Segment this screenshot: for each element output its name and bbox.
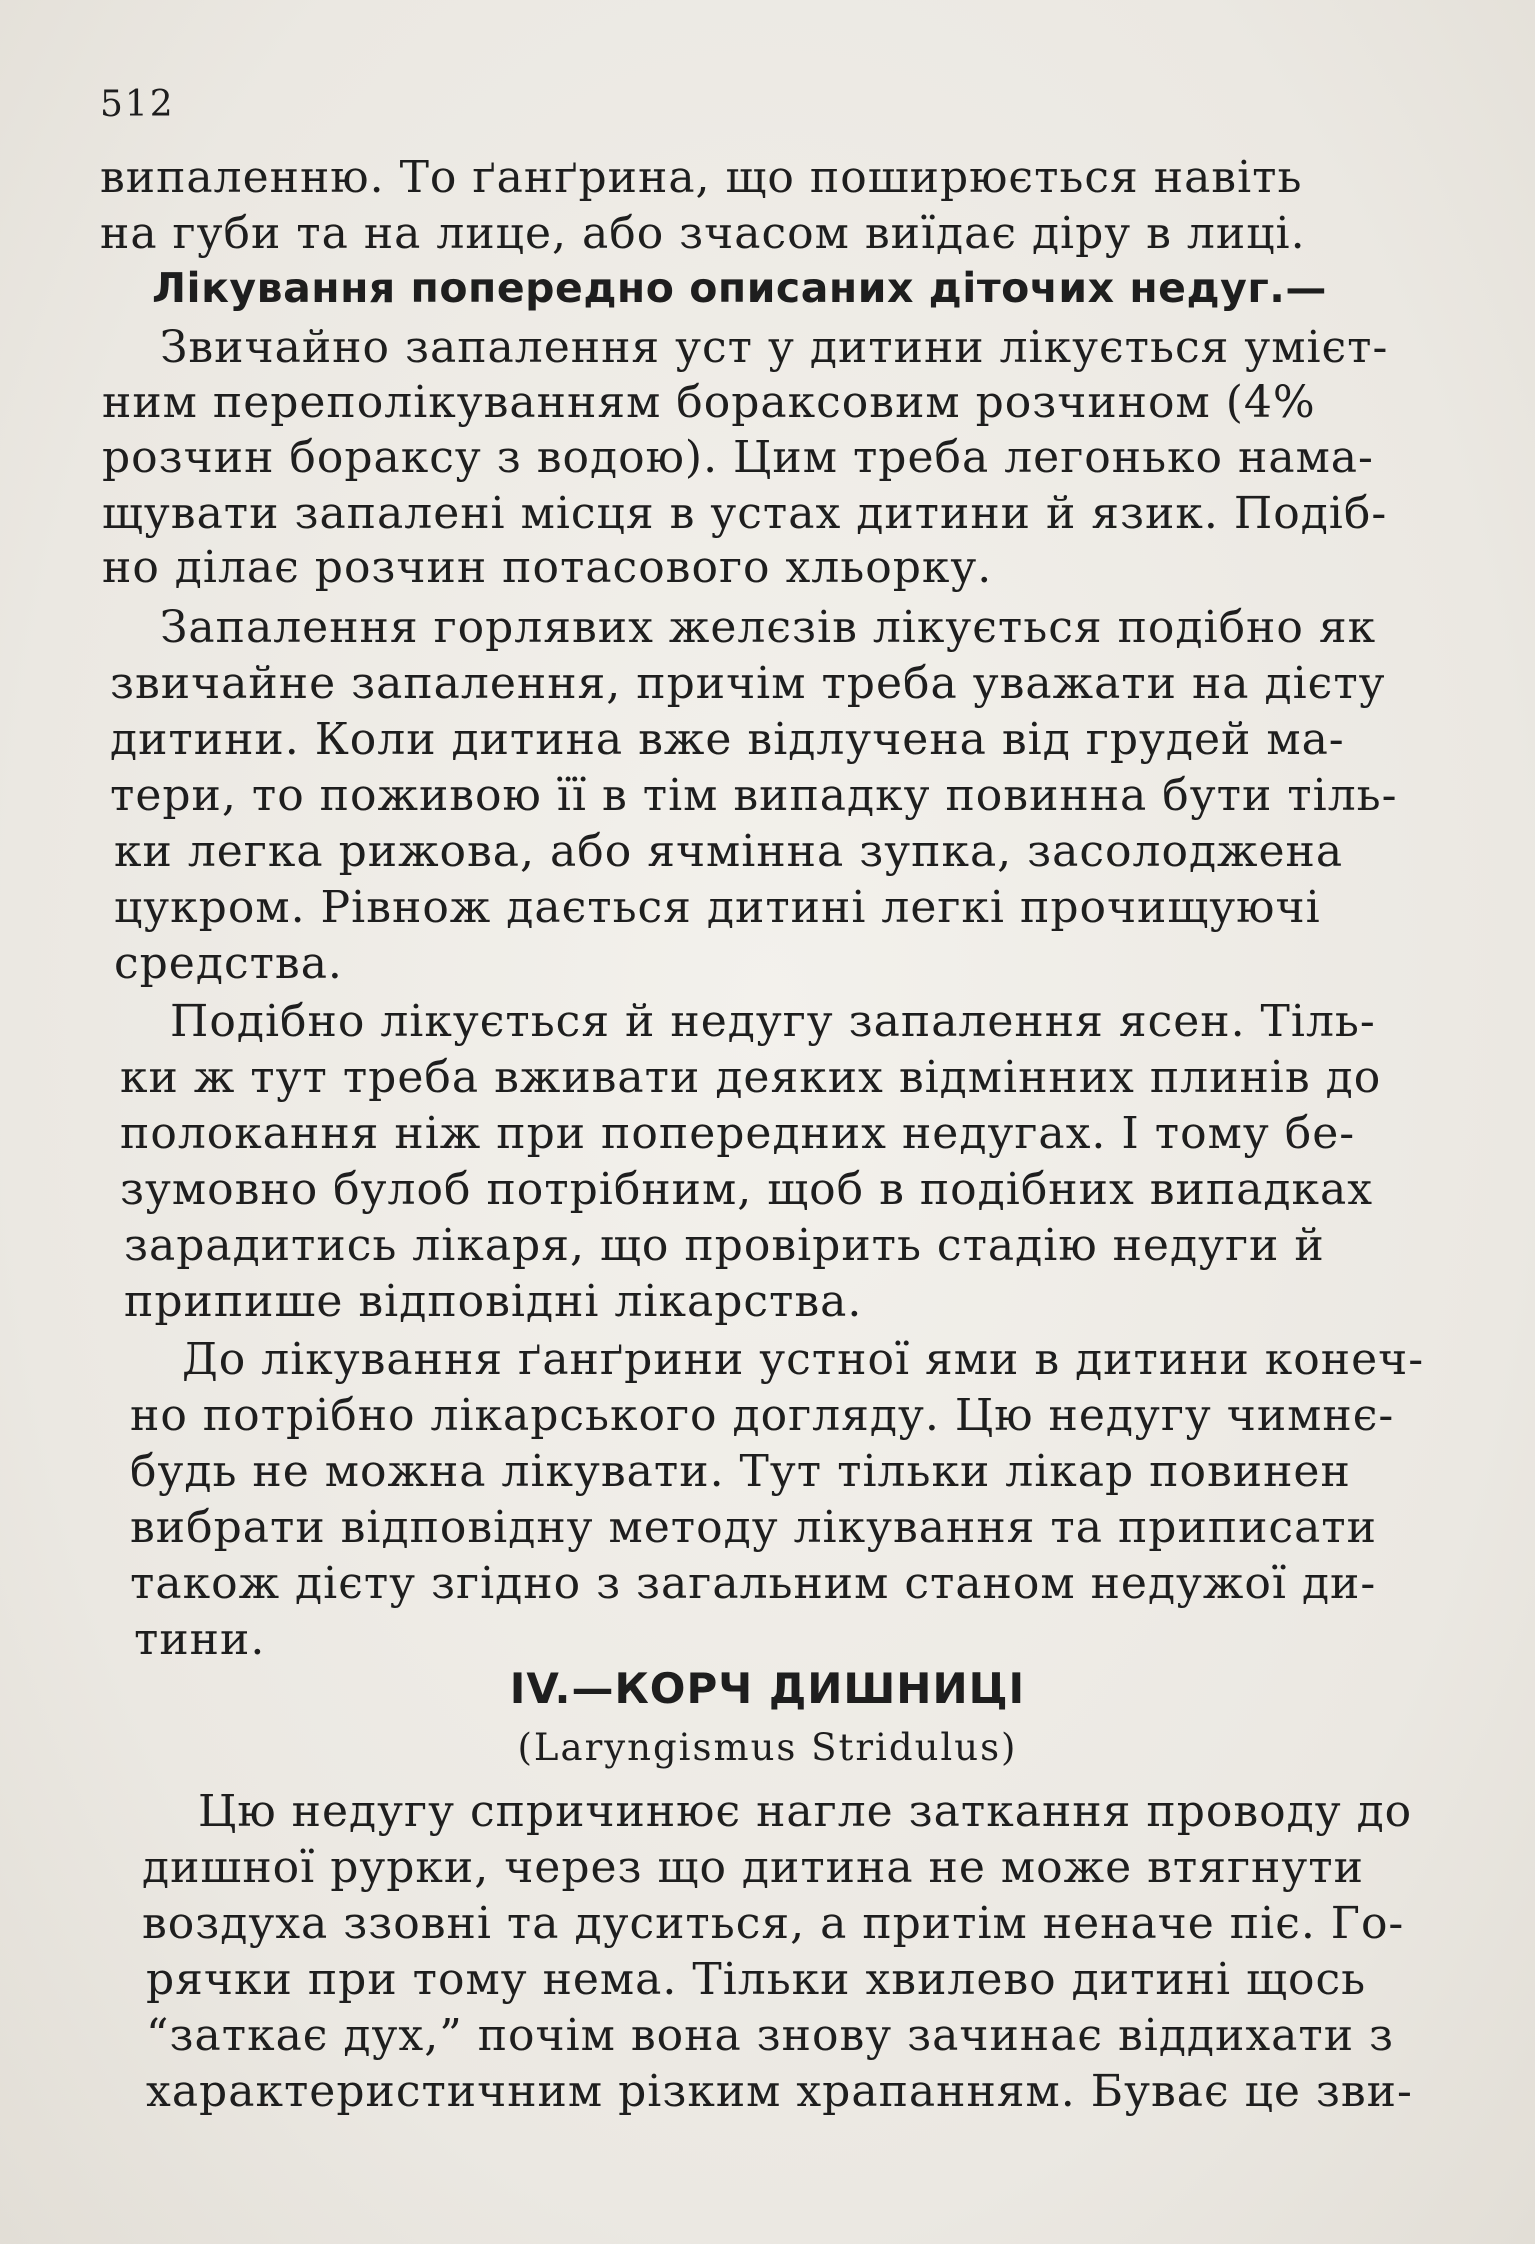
text-line: Цю недугу спричинює нагле заткання проводу до bbox=[198, 1786, 1413, 1837]
text-line: ки ж тут треба вживати деяких відмінних плинів до bbox=[120, 1052, 1382, 1103]
text-line: зумовно булоб потрібним, щоб в подібних випадках bbox=[120, 1164, 1374, 1215]
text-line: зарадитись лікаря, що провірить стадію недуги й bbox=[124, 1220, 1325, 1271]
text-line: будь не можна лікувати. Тут тільки лікар повинен bbox=[130, 1446, 1351, 1497]
text-line: тери, то поживою її в тім випадку повинна бути тіль- bbox=[110, 770, 1398, 821]
text-line: воздуха ззовні та дуситься, а притім неначе піє. Го- bbox=[142, 1898, 1405, 1949]
text-line: но потрібно лікарського догляду. Цю недугу чимнє- bbox=[130, 1390, 1395, 1441]
text-line: но ділає розчин потасового хльорку. bbox=[102, 542, 993, 593]
text-line: вибрати відповідну методу лікування та приписати bbox=[130, 1502, 1377, 1553]
text-line: тини. bbox=[134, 1614, 266, 1665]
page-number: 512 bbox=[100, 84, 175, 125]
text-line: щувати запалені місця в устах дитини й язик. Подіб- bbox=[102, 488, 1388, 539]
text-line: дитини. Коли дитина вже відлучена від грудей ма- bbox=[110, 714, 1345, 765]
text-line: цукром. Рівнож дається дитині легкі прочищуючі bbox=[114, 882, 1321, 933]
text-line: ки легка рижова, або ячмінна зупка, засолоджена bbox=[114, 826, 1344, 877]
text-line: характеристичним різким храпанням. Буває це зви- bbox=[146, 2066, 1413, 2117]
text-line: дишної рурки, через що дитина не може втягнути bbox=[142, 1842, 1364, 1893]
text-line: До лікування ґанґрини устної ями в дитини конеч- bbox=[182, 1334, 1425, 1385]
text-line: Подібно лікується й недугу запалення ясен. Тіль- bbox=[170, 996, 1376, 1047]
text-line: средства. bbox=[114, 938, 343, 989]
text-line: ним переполікуванням бораксовим розчином (4% bbox=[102, 377, 1316, 428]
text-line: припише відповідні лікарства. bbox=[124, 1276, 863, 1327]
text-line: звичайне запалення, причім треба уважати на дієту bbox=[110, 658, 1386, 709]
text-line: “заткає дух,” почім вона знову зачинає віддихати з bbox=[146, 2010, 1395, 2061]
text-line: полокання ніж при попередних недугах. І тому бе- bbox=[120, 1108, 1356, 1159]
text-line: Запалення горлявих желєзів лікується подібно як bbox=[160, 602, 1377, 653]
text-line: на губи та на лице, або зчасом виїдає діру в лиці. bbox=[100, 208, 1306, 259]
text-line: випаленню. То ґанґрина, що поширюється навіть bbox=[100, 152, 1303, 203]
text-line: також дієту згідно з загальним станом недужої ди- bbox=[130, 1558, 1377, 1609]
text-line: розчин бораксу з водою). Цим треба легонько нама- bbox=[102, 432, 1374, 483]
inline-heading: Лікування попередно описаних діточих недуг.— bbox=[152, 264, 1327, 312]
text-line: Звичайно запалення уст у дитини лікується умієт- bbox=[160, 322, 1389, 373]
text-line: рячки при тому нема. Тільки хвилево дитині щось bbox=[146, 1954, 1367, 2005]
section-subtitle: (Laryngismus Stridulus) bbox=[517, 1726, 1018, 1769]
section-title: IV.—КОРЧ ДИШНИЦІ bbox=[509, 1664, 1026, 1713]
